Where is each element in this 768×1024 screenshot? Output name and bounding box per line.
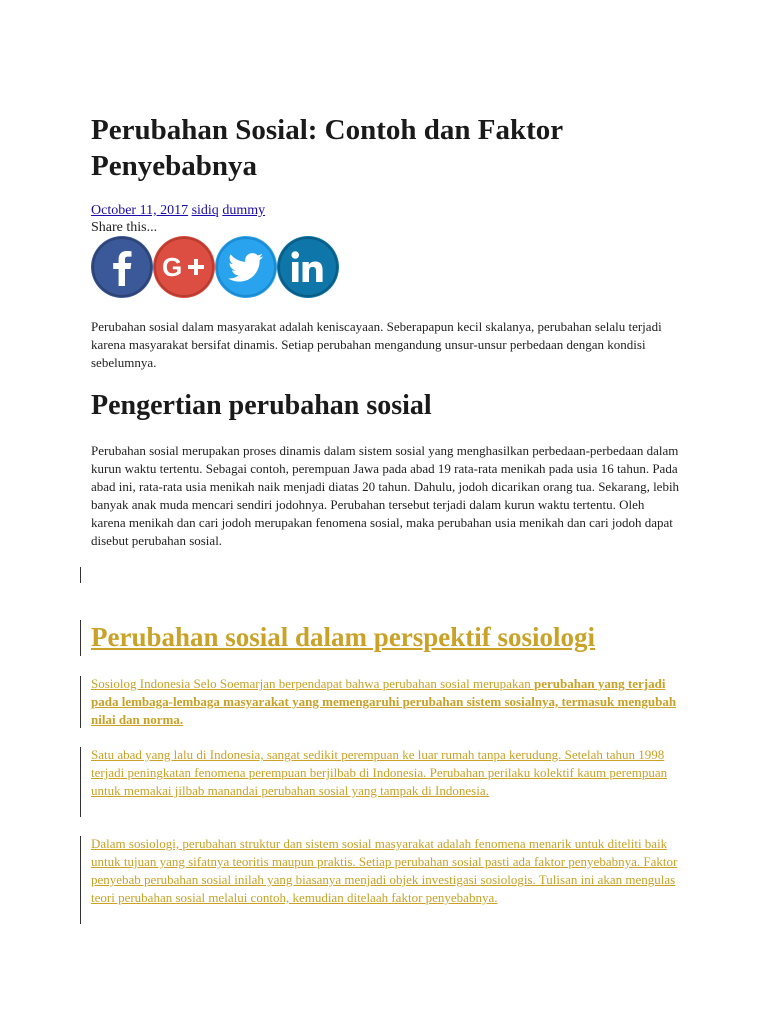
text-cursor	[80, 567, 81, 583]
section-paragraph-selo-soemarjan[interactable]	[91, 675, 681, 729]
paragraph-bold-text: perubahan yang terjadi pada lembaga-lembaga masyarakat yang memengaruhi perubahan sistem sosialnya, termasuk mengubah nilai dan norma.	[91, 676, 677, 727]
linkedin-share-button[interactable]	[277, 236, 339, 298]
section-paragraph-jilbab[interactable]: Satu abad yang lalu di Indonesia, sangat sedikit perempuan ke luar rumah tanpa kerudung. Setelah tahun 1998 terjadi peningkatan fenomena perempuan berjilbab di Indonesia. Perubahan perilaku kolektif kaum perempuan untuk memakai jilbab manandai perubahan sosial yang tampak di Indonesia.	[91, 747, 668, 798]
post-date-link[interactable]: October 11, 2017	[91, 203, 189, 218]
edit-marker	[80, 620, 81, 656]
category-link[interactable]: dummy	[222, 203, 266, 218]
section-heading-perspektif[interactable]: Perubahan sosial dalam perspektif sosiologi	[91, 622, 596, 652]
google-plus-icon	[153, 236, 215, 298]
paragraph-text: Sosiolog Indonesia Selo Soemarjan berpendapat bahwa perubahan sosial merupakan	[91, 676, 534, 691]
intro-paragraph: Perubahan sosial dalam masyarakat adalah keniscayaan. Seberapapun kecil skalanya, perubahan selalu terjadi karena masyarakat bersifat dinamis. Setiap perubahan mengandung unsur-unsur perbedaan dengan kondisi sebelumnya.	[91, 319, 662, 370]
twitter-icon	[215, 236, 277, 298]
edit-marker	[80, 676, 81, 728]
google-plus-share-button[interactable]	[153, 236, 215, 298]
article-title: Perubahan Sosial: Contoh dan Faktor Penyebabnya	[91, 114, 563, 182]
facebook-icon	[91, 236, 153, 298]
author-link[interactable]: sidiq	[191, 203, 219, 218]
linkedin-icon	[277, 236, 339, 298]
post-meta	[91, 202, 265, 219]
facebook-share-button[interactable]	[91, 236, 153, 298]
edit-marker	[80, 747, 81, 817]
section-paragraph-sosiologi[interactable]: Dalam sosiologi, perubahan struktur dan sistem sosial masyarakat adalah fenomena menarik untuk diteliti baik untuk tujuan yang sifatnya teoritis maupun praktis. Setiap perubahan sosial pasti ada faktor penyebabnya. Faktor penyebab perubahan sosial inilah yang biasanya menjadi objek investigasi sosiologis. Tulisan ini akan mengulas teori perubahan sosial melalui contoh, kemudian ditelaah faktor penyebabnya.	[91, 836, 678, 905]
edit-marker	[80, 836, 81, 924]
share-label: Share this...	[91, 220, 158, 235]
section-heading-pengertian: Pengertian perubahan sosial	[91, 390, 432, 421]
twitter-share-button[interactable]	[215, 236, 277, 298]
svg-text:G: G	[162, 252, 183, 282]
section-paragraph-pengertian: Perubahan sosial merupakan proses dinamis dalam sistem sosial yang menghasilkan perbedaan-perbedaan dalam kurun waktu tertentu. Sebagai contoh, perempuan Jawa pada abad 19 rata-rata menikah pada usia 16 tahun. Pada abad ini, rata-rata usia menikah naik menjadi diatas 20 tahun. Dahulu, jodoh dicarikan orang tua. Sekarang, lebih banyak anak muda mencari sendiri jodohnya. Perubahan tersebut terjadi dalam kurun waktu tertentu. Oleh karena menikah dan cari jodoh merupakan fenomena sosial, maka perubahan usia menikah dan cari jodoh dapat disebut perubahan sosial.	[91, 443, 680, 548]
